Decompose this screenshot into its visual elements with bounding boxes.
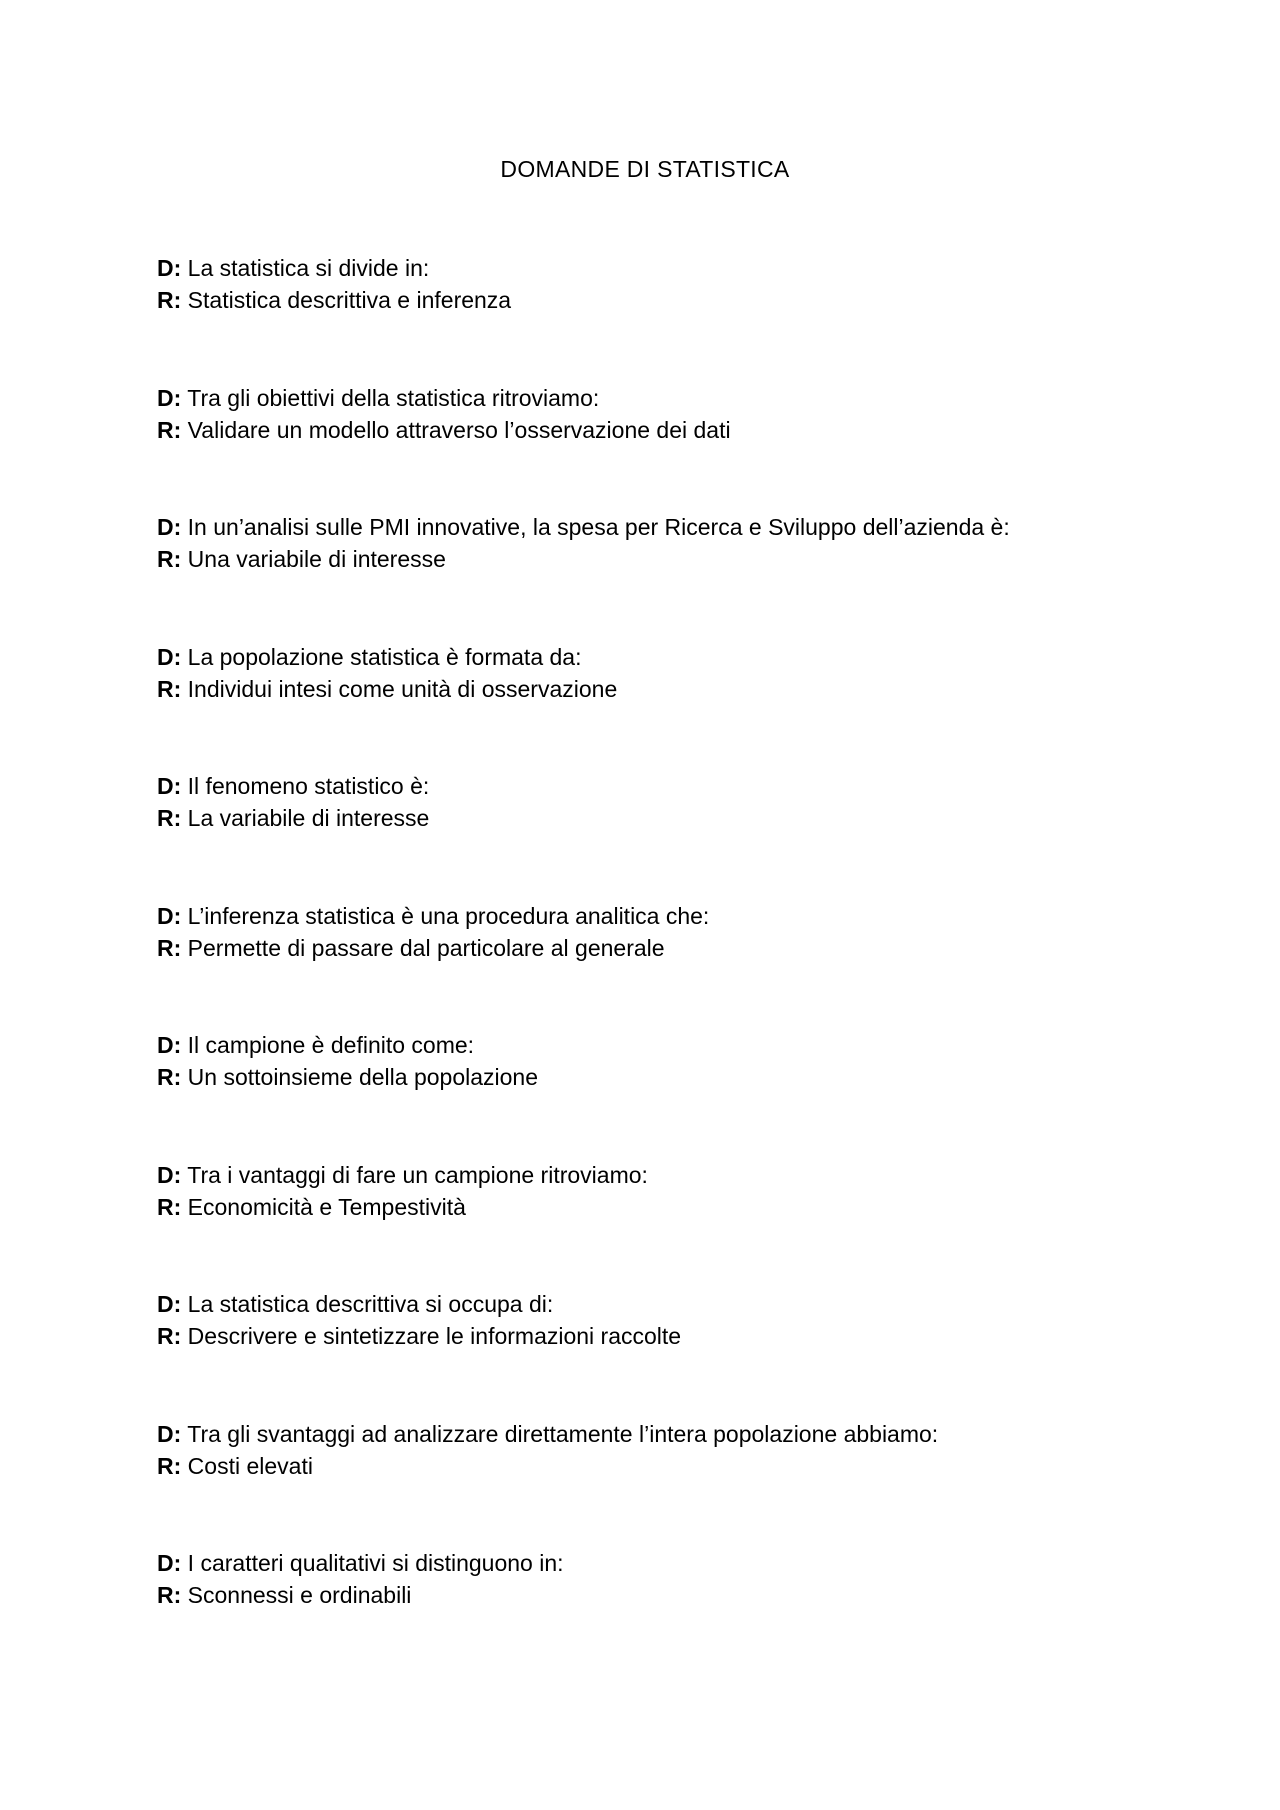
answer-text: La variabile di interesse <box>187 805 430 831</box>
answer-prefix: R: <box>157 546 182 572</box>
question-text: La statistica descrittiva si occupa di: <box>187 1291 554 1317</box>
question-prefix: D: <box>157 773 182 799</box>
answer-prefix: R: <box>157 1064 182 1090</box>
question-prefix: D: <box>157 1550 182 1576</box>
question-text: Il campione è definito come: <box>187 1032 475 1058</box>
question-line <box>157 511 1207 543</box>
answer-line <box>157 1320 1207 1352</box>
answer-line <box>157 932 1207 964</box>
qa-list <box>157 252 1207 1677</box>
question-text: La statistica si divide in: <box>187 255 430 281</box>
answer-text: Costi elevati <box>187 1452 313 1479</box>
question-line <box>157 900 1207 932</box>
question-line <box>157 252 1207 284</box>
answer-prefix: R: <box>157 934 182 961</box>
answer-text: Permette di passare dal particolare al generale <box>187 934 665 961</box>
question-prefix: D: <box>157 1291 182 1317</box>
answer-line <box>157 1579 1207 1611</box>
question-line <box>157 1547 1207 1579</box>
qa-item <box>157 1029 1207 1159</box>
answer-prefix: R: <box>157 287 182 313</box>
answer-prefix: R: <box>157 1582 182 1608</box>
answer-line <box>157 673 1207 705</box>
document-title: DOMANDE DI STATISTICA <box>500 156 790 182</box>
question-text: Tra gli svantaggi ad analizzare direttamente l’intera popolazione abbiamo: <box>187 1420 939 1447</box>
qa-item <box>157 1288 1207 1418</box>
answer-text: Una variabile di interesse <box>187 546 446 572</box>
question-prefix: D: <box>157 643 182 670</box>
qa-item <box>157 641 1207 771</box>
question-text: L’inferenza statistica è una procedura analitica che: <box>187 902 710 929</box>
answer-text: Validare un modello attraverso l’osservazione dei dati <box>187 416 731 443</box>
answer-line <box>157 284 1207 316</box>
qa-item <box>157 1159 1207 1289</box>
question-line <box>157 1288 1207 1320</box>
question-prefix: D: <box>157 902 182 929</box>
answer-text: Un sottoinsieme della popolazione <box>187 1064 539 1090</box>
answer-prefix: R: <box>157 805 182 831</box>
answer-prefix: R: <box>157 1323 182 1349</box>
question-prefix: D: <box>157 1032 182 1058</box>
question-text: I caratteri qualitativi si distinguono in: <box>187 1550 564 1576</box>
answer-prefix: R: <box>157 1193 182 1220</box>
question-line <box>157 1159 1207 1191</box>
answer-text: Descrivere e sintetizzare le informazioni raccolte <box>187 1323 682 1349</box>
question-line <box>157 1418 1207 1450</box>
qa-item <box>157 1418 1207 1548</box>
answer-line <box>157 802 1207 834</box>
answer-line <box>157 1061 1207 1093</box>
question-line <box>157 382 1207 414</box>
answer-prefix: R: <box>157 416 182 443</box>
qa-item <box>157 252 1207 382</box>
answer-prefix: R: <box>157 1452 182 1479</box>
answer-line <box>157 1450 1207 1482</box>
question-text: La popolazione statistica è formata da: <box>187 643 582 670</box>
question-line <box>157 1029 1207 1061</box>
answer-text: Statistica descrittiva e inferenza <box>187 287 512 313</box>
question-text: In un’analisi sulle PMI innovative, la spesa per Ricerca e Sviluppo dell’azienda è: <box>187 514 1010 540</box>
question-prefix: D: <box>157 384 182 411</box>
answer-line <box>157 1191 1207 1223</box>
question-text: Il fenomeno statistico è: <box>187 773 430 799</box>
answer-text: Economicità e Tempestività <box>187 1193 466 1220</box>
qa-item <box>157 770 1207 900</box>
answer-prefix: R: <box>157 675 182 702</box>
answer-line <box>157 414 1207 446</box>
question-line <box>157 770 1207 802</box>
question-prefix: D: <box>157 1161 182 1188</box>
question-text: Tra gli obiettivi della statistica ritroviamo: <box>187 384 600 411</box>
question-prefix: D: <box>157 1420 182 1447</box>
question-text: Tra i vantaggi di fare un campione ritroviamo: <box>187 1161 648 1188</box>
answer-text: Sconnessi e ordinabili <box>187 1582 412 1608</box>
qa-item <box>157 382 1207 512</box>
question-prefix: D: <box>157 514 182 540</box>
answer-line <box>157 543 1207 575</box>
answer-text: Individui intesi come unità di osservazione <box>187 675 618 702</box>
qa-item <box>157 1547 1207 1677</box>
qa-item <box>157 511 1207 641</box>
question-line <box>157 641 1207 673</box>
qa-item <box>157 900 1207 1030</box>
question-prefix: D: <box>157 255 182 281</box>
